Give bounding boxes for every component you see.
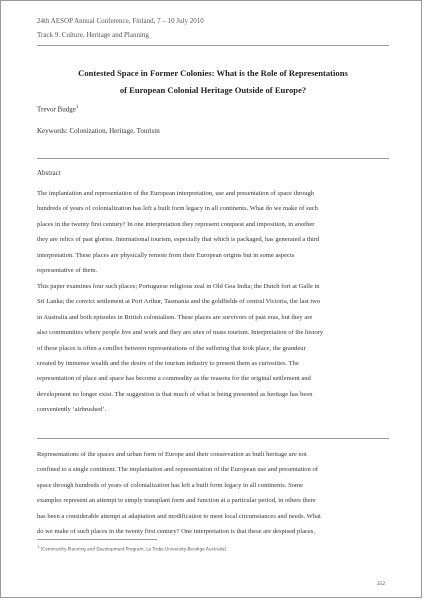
footnote-divider	[37, 539, 157, 540]
page-number: 352	[376, 581, 385, 587]
text-line: examples represent an attempt to simply transplant form and function at a particular period, in others there	[37, 497, 316, 505]
track-header: Track 9. Culture, Heritage and Planning	[37, 31, 149, 39]
keywords-divider	[37, 158, 389, 159]
text-line: space through hundreds of years of colonialization has left a built form legacy in all continents. Some	[37, 481, 303, 489]
text-line: places in the twenty first century? In one interpretation they represent conquest and imposition, in another	[37, 220, 315, 228]
abstract-heading: Abstract	[37, 169, 61, 177]
text-line: conveniently ‘airbrushed’.	[37, 406, 107, 414]
text-line: has been a considerable attempt at adaptation and modification to meet local circumstances and needs. What	[37, 512, 321, 520]
author-footnote-mark: 1	[75, 105, 79, 110]
text-line: Sri Lanka; the convict settlement at Port Arthur, Tasmania and the goldfields of central Victoria, the last two	[37, 298, 321, 306]
footnote	[37, 545, 226, 551]
text-line: Representations of the spaces and urban form of Europe and their conservation as built heritage are not	[37, 451, 307, 458]
abstract-divider	[37, 438, 389, 439]
header-divider	[37, 45, 389, 46]
text-line: This paper examines four such places; Portuguese religious zeal in Old Goa India; the Dutch fort at Galle in	[37, 283, 320, 290]
text-line: confined to a single continent. The implantation and representation of the European use and presentation of	[37, 466, 318, 474]
text-line: do we make of such places in the twenty first century? One interpretation is that these are despised places,	[37, 528, 315, 536]
text-line: representative of them.	[37, 267, 98, 275]
text-line: representation of place and space has become a commodity as the reasons for the original settlement and	[37, 375, 311, 383]
text-line: development no longer exist. The suggestion is that much of what is being presented as heritage has been	[37, 390, 313, 398]
text-line: interpretation. These places are physically remote from their European origins but in some aspects	[37, 251, 295, 259]
text-line: in Australia and both episodes in British colonialism. These places are survivors of past eras, but they are	[37, 313, 313, 321]
text-line: they are relics of past glories. International tourism, especially that which is packaged, has generated a third	[37, 236, 320, 244]
title-line-2: of European Colonial Heritage Outside of Europe?	[119, 85, 307, 95]
author	[37, 105, 78, 113]
text-line: of these places is often a conflict between representations of the suffering that took place, the grandeur	[37, 344, 306, 352]
text-line: also communities where people live and work and they are sites of mass tourism. Interpretation of the history	[37, 329, 324, 337]
footnote-mark: 1	[37, 545, 40, 549]
abstract-paragraph-1	[37, 186, 389, 278]
abstract-paragraph-2	[37, 279, 389, 418]
keywords: Keywords: Colonization, Heritage, Tourism	[37, 127, 160, 135]
text-line: hundreds of years of colonialization has left a built form legacy in all continents. What do we make of such	[37, 205, 318, 213]
title-line-1: Contested Space in Former Colonies: What is the Role of Representations	[78, 68, 348, 78]
author-name: Trevor Budge	[37, 105, 76, 114]
body-paragraph	[37, 447, 389, 539]
footnote-text: [Community Planning and Development Program, La Trobe University-Bendigo Australia]	[40, 546, 227, 552]
conference-header: 24th AESOP Annual Conference, Finland, 7 – 10 July 2010	[37, 17, 204, 25]
text-line: The implantation and representation of the European interpretation, use and presentation of space through	[37, 190, 315, 197]
text-line: created by immense wealth and the desire of the tourism industry to present them as curiosities. The	[37, 360, 299, 368]
paper-title	[37, 65, 389, 99]
